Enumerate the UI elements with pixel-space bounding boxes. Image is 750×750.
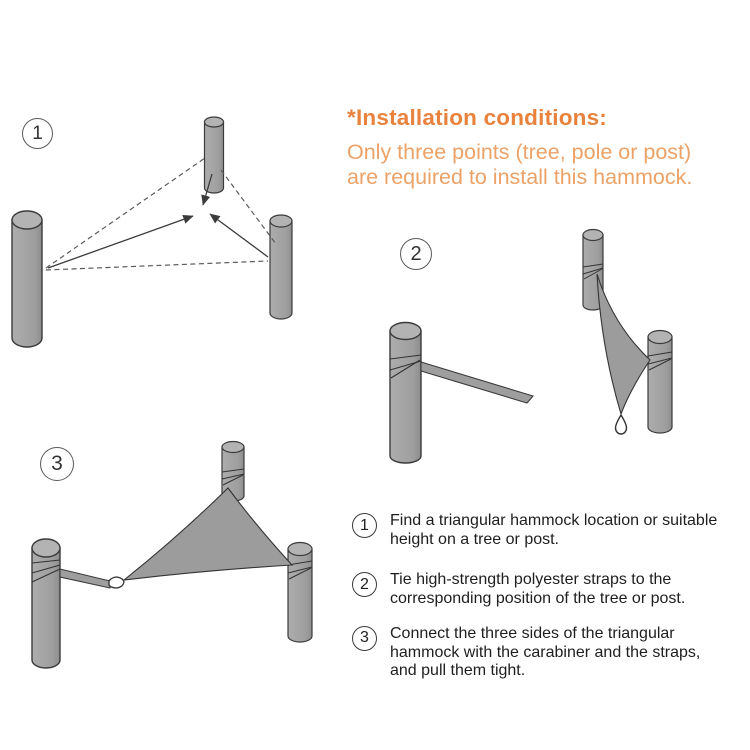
subtitle-line-1: Only three points (tree, pole or post) xyxy=(347,140,692,164)
carabiner-icon xyxy=(109,577,124,588)
step-1-number: 1 xyxy=(32,122,43,144)
instruction-3-text: Connect the three sides of the triangular hammock with the carabiner and the straps, and pull them tight. xyxy=(390,624,701,680)
hammock-fabric xyxy=(124,488,292,580)
converging-arrows xyxy=(48,174,268,268)
instruction-3-number: 3 xyxy=(360,629,369,647)
step-2-diagram xyxy=(378,222,703,467)
instruction-2-badge xyxy=(352,572,377,597)
step-1-diagram xyxy=(0,100,335,365)
step-3-diagram xyxy=(12,430,347,725)
loose-strap xyxy=(421,362,533,403)
step-2-number: 2 xyxy=(410,242,422,265)
instruction-2-number: 2 xyxy=(360,575,369,593)
instruction-3-badge xyxy=(352,626,377,651)
post-left xyxy=(12,211,42,347)
post-top xyxy=(205,117,224,193)
tension-strap xyxy=(60,569,110,588)
instruction-1-text: Find a triangular hammock location or suitable height on a tree or post. xyxy=(390,512,718,548)
instruction-list xyxy=(352,512,744,681)
dashed-guide-lines xyxy=(46,158,276,270)
instruction-1-badge xyxy=(352,513,377,538)
instruction-item-3 xyxy=(352,625,744,681)
hammock-fabric-corner xyxy=(597,274,650,414)
post-right xyxy=(288,543,312,643)
installation-conditions-title: *Installation conditions: xyxy=(347,105,608,130)
post-left xyxy=(32,539,60,668)
subtitle-line-2: are required to install this hammock. xyxy=(347,164,693,189)
installation-conditions-text xyxy=(347,140,747,189)
instruction-item-2 xyxy=(352,571,744,608)
step-3-number: 3 xyxy=(51,452,63,475)
instruction-2-text: Tie high-strength polyester straps to the corresponding position of the tree or post. xyxy=(390,571,686,608)
post-with-strap xyxy=(390,323,533,464)
instruction-1-number: 1 xyxy=(360,516,369,534)
post-lower xyxy=(648,331,672,434)
post-right xyxy=(270,215,292,319)
installation-conditions-block xyxy=(347,105,747,189)
carabiner-icon xyxy=(616,415,627,434)
instruction-item-1 xyxy=(352,512,744,549)
